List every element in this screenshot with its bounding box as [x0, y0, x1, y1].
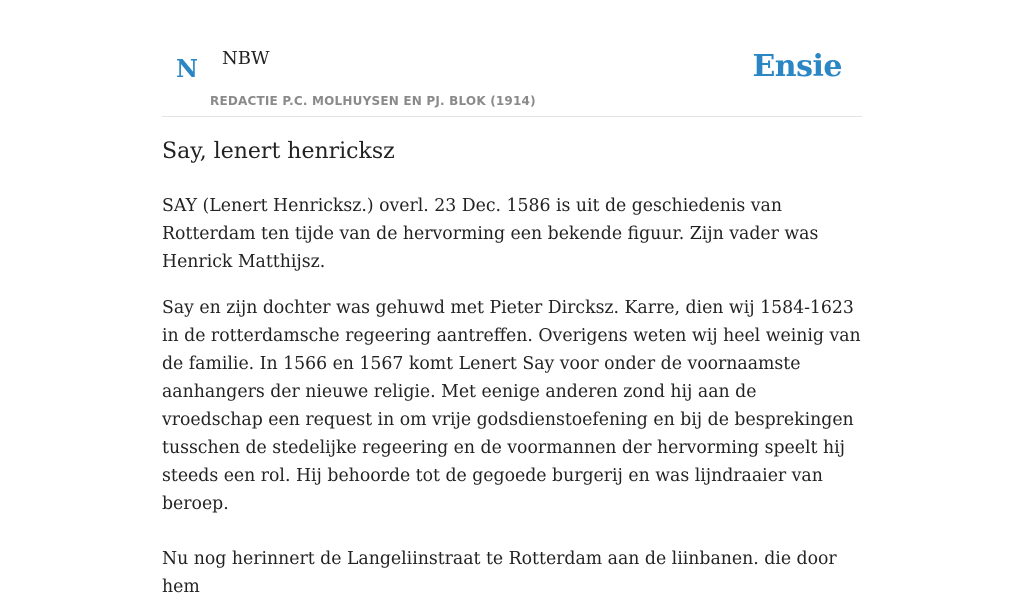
book-subtitle: REDACTIE P.C. MOLHUYSEN EN PJ. BLOK (1914): [210, 94, 536, 108]
article-paragraph: Say en zijn dochter was gehuwd met Pieter Dircksz. Karre, dien wij 1584-1623 in de rotterdamsche regeering aantreffen. Overigens weten wij heel weinig van de familie. In 1566 en 1567 komt Lenert Say voor onder de voornaamste aanhangers der nieuwe religie. Met eenige anderen zond hij aan de vroedschap een request in om vrije godsdienstoefening en bij de besprekingen tusschen de stedelijke regeering en de voormannen der hervorming speelt hij steeds een rol. Hij behoorde tot de gegoede burgerij en was lijndraaier van beroep.: [162, 297, 861, 514]
book-title[interactable]: NBW: [222, 48, 270, 69]
article-paragraph: SAY (Lenert Henricksz.) overl. 23 Dec. 1586 is uit de geschiedenis van Rotterdam ten tijde van de hervorming een bekende figuur. Zijn vader was Henrick Matthijsz.: [162, 195, 819, 272]
ensie-logo-link[interactable]: Ensie: [752, 49, 842, 84]
article: [162, 138, 862, 601]
book-logo-icon[interactable]: N: [176, 54, 198, 83]
article-paragraph: Nu nog herinnert de Langeliinstraat te Rotterdam aan de liinbanen. die door hem: [162, 548, 837, 597]
header: [162, 0, 862, 117]
article-title: Say, lenert henricksz: [162, 139, 395, 164]
